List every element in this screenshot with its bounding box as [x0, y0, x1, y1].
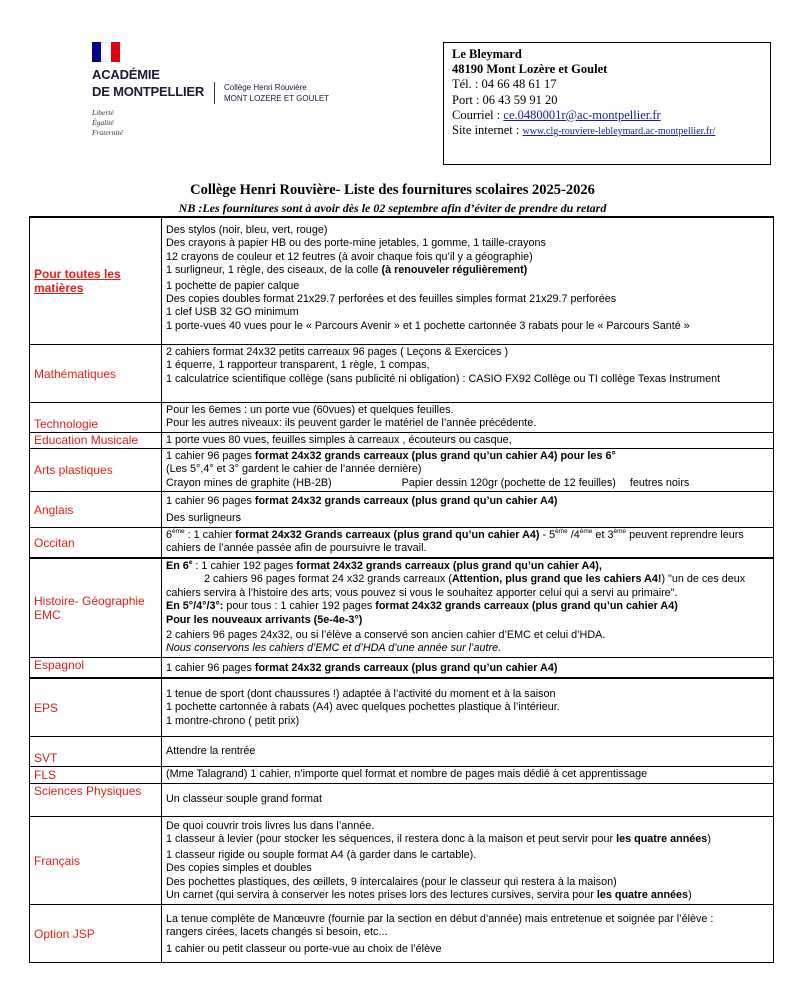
supply-text: format 24x32 grands carreaux (plus grand qu’un cahier A4)	[254, 495, 558, 507]
supply-line	[166, 495, 769, 508]
supply-line: 12 crayons de couleur et 12 feutres (à avoir chaque fois qu’il y a géographie)	[166, 250, 533, 263]
supply-line: Pour les autres niveaux: ils peuvent garder le matériel de l’année précédente.	[166, 417, 537, 430]
supply-line: 1 cahier ou petit classeur ou porte-vue au choix de l’élève	[166, 942, 442, 955]
supply-line	[166, 889, 769, 902]
flag-icon	[92, 42, 120, 62]
supply-text: peuvent reprendre leurs	[626, 529, 744, 541]
supplies-cell	[162, 784, 773, 816]
supply-line: 1 équerre, 1 rapporteur transparent, 1 règle, 1 compas,	[166, 359, 430, 372]
website-link[interactable]: www.clg-rouviere-lebleymard.ac-montpellier.fr/	[522, 126, 716, 138]
supply-text: format 24x32 grands carreaux (plus grand qu’un cahier A4) pour les 6°	[254, 450, 616, 462]
supply-line: rangers cirées, lacets changés si besoin, etc...	[166, 926, 388, 939]
supply-text: e	[188, 559, 193, 566]
supply-line: Des surligneurs	[166, 512, 242, 525]
supply-line: Des copies doubles format 21x29.7 perforées et des feuilles simples format 21x29.7 perforées	[166, 293, 617, 306]
supply-line	[166, 477, 769, 490]
supply-text: ème	[579, 528, 593, 535]
supply-line: La tenue complète de Manœuvre (fournie par la section en début d’année) mais entretenue et soignée par l’élève :	[166, 913, 714, 925]
college-name-logo: Collège Henri Rouvière MONT LOZERE ET GOULET	[224, 83, 330, 103]
supply-text: 1 cahier 96 pages	[166, 450, 255, 462]
page-note: NB :Les fournitures sont à avoir dès le 02 septembre afin d’éviter de prendre du retard	[178, 201, 607, 215]
supply-line: 2 cahiers format 24x32 petits carreaux 96 pages ( Leçons & Exercices )	[166, 346, 509, 358]
supplies-cell	[162, 658, 773, 677]
supply-text: 6	[166, 529, 173, 541]
table-row	[30, 784, 773, 817]
subject-music: Education Musicale	[30, 433, 162, 448]
subject-eps: EPS	[30, 679, 162, 736]
supply-line: 1 porte vues 80 vues, feuilles simples à carreaux , écouteurs ou casque,	[166, 434, 512, 446]
logo-divider	[214, 82, 215, 104]
supply-text: )	[688, 889, 692, 902]
supply-text: En 6	[166, 560, 189, 572]
supply-line: Attendre la rentrée	[166, 745, 256, 757]
supply-text: format 24x32 Grands carreaux (plus grand qu’un cahier A4)	[235, 529, 540, 541]
supply-line: Des pochettes plastiques, des œillets, 9 intercalaires (pour le classeur qui restera à la maison)	[166, 875, 617, 888]
address-town: 48190 Mont Lozère et Goulet	[452, 62, 608, 77]
supplies-cell	[162, 767, 773, 783]
supply-line: 1 montre-chrono ( petit prix)	[166, 714, 300, 727]
supply-text: les quatre années	[616, 833, 708, 846]
supply-text: ème	[613, 528, 627, 535]
supply-line	[166, 662, 769, 675]
supplies-cell	[162, 737, 773, 766]
supply-line: Nous conservons les cahiers d’EMC et d’HDA d’une année sur l’autre.	[166, 642, 502, 655]
supplies-cell	[162, 403, 773, 432]
supply-line	[166, 450, 769, 463]
supplies-cell	[162, 559, 773, 657]
table-row	[30, 905, 773, 963]
supply-line: 1 classeur rigide ou souple format A4 (à garder dans le cartable).	[166, 848, 477, 861]
supply-line: 1 porte-vues 40 vues pour le « Parcours Avenir » et 1 pochette cartonnée 3 rabats pour le « Parcours Santé »	[166, 319, 690, 332]
subject-techno: Technologie	[30, 403, 162, 432]
supply-line: (Mme Talagrand) 1 cahier, n’importe quel format et nombre de pages mais dédié à cet apprentissage	[166, 768, 648, 780]
supply-text: format 24x32 grands carreaux (plus grand qu’un cahier A4)	[375, 600, 678, 613]
supply-text: Papier dessin 120gr (pochette de 12 feuilles)	[401, 476, 616, 489]
table-row	[30, 492, 773, 528]
supply-line: 1 pochette cartonnée à rabats (A4) avec quelques pochettes plastique à l’intérieur.	[166, 701, 560, 714]
supplies-cell	[162, 218, 773, 344]
table-row	[30, 559, 773, 658]
supply-line	[166, 600, 769, 613]
supply-line: 1 pochette de papier calque	[166, 279, 300, 292]
subject-spanish: Espagnol	[30, 658, 162, 677]
table-row	[30, 679, 773, 737]
address-phone: Tél. : 04 66 48 61 17	[452, 77, 557, 92]
supply-line: cahiers de l’année passée afin de poursuivre le travail.	[166, 542, 427, 555]
academie-logo	[92, 42, 352, 152]
subject-occitan: Occitan	[30, 528, 162, 557]
supply-text: 1 cahier 96 pages	[166, 495, 255, 507]
supply-line: 1 calculatrice scientifique collège (sans publicité ni obligation) : CASIO FX92 Collège ou TI collège Texas Instrument	[166, 372, 721, 385]
supply-text: Un carnet (qui servira à conserver les notes prises lors des lectures cursives, servira pour	[166, 889, 597, 902]
subject-art: Arts plastiques	[30, 449, 162, 491]
supply-line: De quoi couvrir trois livres lus dans l’année.	[166, 820, 375, 832]
supply-text: 1 classeur à levier (pour stocker les séquences, il restera donc à la maison et peut servir pour	[166, 833, 617, 846]
supply-line: cahiers servira à l’histoire des arts; vous pouvez si vous le souhaitez apporter celui qui a servi au primaire".	[166, 586, 678, 599]
subject-all: Pour toutes les matières	[30, 218, 162, 344]
supplies-cell	[162, 528, 773, 557]
supply-text: - 5	[539, 529, 556, 541]
supplies-cell	[162, 345, 773, 402]
table-row	[30, 528, 773, 559]
address-box	[443, 42, 771, 165]
supplies-cell	[162, 679, 773, 736]
supplies-cell	[162, 817, 773, 904]
supply-text: ) "un de ces deux	[661, 573, 746, 586]
supply-text: Crayon mines de graphite (HB-2B)	[166, 476, 332, 489]
supply-line	[166, 573, 769, 586]
supply-line: 2 cahiers 96 pages 24x32, ou si l’élève a conservé son ancien cahier d’EMC et celui d’HDA.	[166, 629, 606, 642]
subject-french: Français	[30, 817, 162, 904]
supply-text: pour tous : 1 cahier 192 pages	[226, 600, 376, 613]
supply-text: /4	[567, 529, 580, 541]
subject-fls: FLS	[30, 767, 162, 783]
table-row	[30, 767, 773, 784]
table-row	[30, 433, 773, 449]
supplies-cell	[162, 433, 773, 448]
supply-line: Des crayons à papier HB ou des porte-mine jetables, 1 gomme, 1 taille-crayons	[166, 237, 546, 250]
address-mobile: Port : 06 43 59 91 20	[452, 92, 558, 107]
supply-line: Pour les 6emes : un porte vue (60vues) et quelques feuilles.	[166, 404, 454, 416]
supply-line	[166, 833, 769, 846]
table-row	[30, 737, 773, 767]
academy-name: ACADÉMIE DE MONTPELLIER	[92, 67, 205, 99]
supply-text: feutres noirs	[629, 476, 690, 489]
table-row	[30, 345, 773, 403]
supplies-cell	[162, 449, 773, 491]
table-row	[30, 658, 773, 679]
supply-text: : 1 cahier 192 pages	[192, 560, 297, 572]
supply-line: Des copies simples et doubles	[166, 862, 312, 875]
supply-text: : 1 cahier	[184, 529, 236, 541]
table-row	[30, 817, 773, 905]
supply-text: (à renouveler régulièrement)	[381, 264, 528, 277]
supply-line: 1 tenue de sport (dont chaussures !) adaptée à l’activité du moment et à la saison	[166, 688, 556, 700]
address-site-row: Site internet : www.clg-rouviere-lebleymard.ac-montpellier.fr/	[452, 123, 716, 138]
supply-line	[166, 529, 769, 542]
supplies-table	[29, 216, 774, 963]
supply-text: format 24x32 grands carreaux (plus grand qu’un cahier A4),	[296, 560, 602, 572]
supply-text: et 3	[592, 529, 614, 541]
table-row	[30, 449, 773, 492]
mail-link[interactable]: ce.0480001r@ac-montpellier.fr	[503, 107, 661, 122]
supply-line: Pour les nouveaux arrivants (5e-4e-3°)	[166, 613, 363, 626]
table-row	[30, 403, 773, 433]
supply-text: format 24x32 grands carreaux (plus grand qu’un cahier A4)	[254, 662, 558, 674]
supply-line	[166, 264, 769, 277]
supply-text: ème	[172, 528, 185, 535]
supply-line	[166, 560, 769, 573]
address-mail-row: Courriel : ce.0480001r@ac-montpellier.fr	[452, 107, 661, 122]
subject-svt: SVT	[30, 737, 162, 766]
supply-text: En 5°/4°/3°:	[166, 600, 227, 613]
supply-line: (Les 5°,4° et 3° gardent le cahier de l’année dernière)	[166, 463, 422, 476]
supply-text: Attention, plus grand que les cahiers A4!	[451, 573, 662, 586]
subject-history: Histoire- Géographie EMC	[30, 559, 162, 657]
page-title: Collège Henri Rouvière- Liste des fournitures scolaires 2025-2026	[190, 182, 595, 198]
republic-motto: Liberté Égalité Fraternité	[92, 108, 123, 137]
supply-text: 1 cahier 96 pages	[166, 662, 255, 674]
subject-jsp: Option JSP	[30, 905, 162, 962]
table-row	[30, 218, 773, 345]
supply-line: Des stylos (noir, bleu, vert, rouge)	[166, 224, 328, 236]
supply-line: 1 clef USB 32 GO minimum	[166, 306, 299, 319]
supply-text: ème	[555, 528, 568, 535]
subject-english: Anglais	[30, 492, 162, 527]
supply-text: les quatre années	[596, 889, 689, 902]
subject-math: Mathématiques	[30, 345, 162, 402]
supply-line: Un classeur souple grand format	[166, 793, 323, 805]
address-name: Le Bleymard	[452, 47, 522, 61]
supply-text: 1 surligneur, 1 règle, des ciseaux, de la colle	[166, 264, 382, 277]
supply-text: 2 cahiers 96 pages format 24 x32 grands carreaux (	[204, 573, 452, 586]
supplies-cell	[162, 905, 773, 962]
supplies-cell	[162, 492, 773, 527]
supply-text: )	[707, 833, 711, 846]
subject-physics: Sciences Physiques	[30, 784, 162, 816]
